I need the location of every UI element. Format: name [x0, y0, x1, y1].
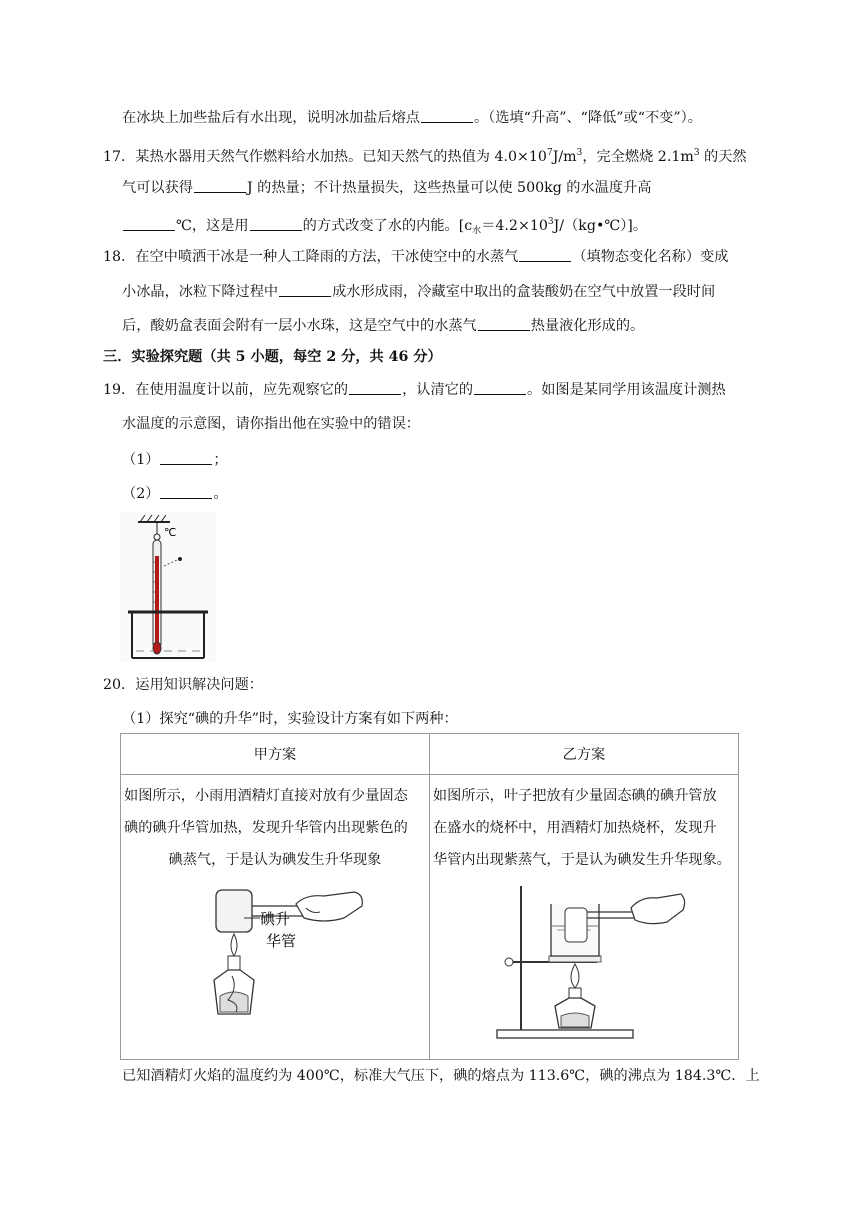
q17-exp: 3 — [693, 148, 700, 158]
scheme-yi-line: 在盛水的烧杯中，用酒精灯加热烧杯，发现升 — [432, 820, 717, 836]
q19-blank-1[interactable] — [349, 380, 401, 395]
q19-blank-4[interactable] — [160, 484, 212, 499]
q18-number: 18． — [103, 249, 136, 265]
q17-exp: 3 — [547, 217, 554, 227]
q17-text: ℃，这是用 — [176, 218, 249, 234]
q18-text: 后，酸奶盒表面会附有一层小水珠，这是空气中的水蒸气 — [122, 318, 477, 334]
scheme-header-jia: 甲方案 — [121, 734, 430, 775]
q20-number: 20． — [103, 677, 136, 693]
q18-text: 成水形成雨，冷藏室中取出的盒装酸奶在空气中放置一段时间 — [332, 284, 716, 300]
q18-line-3 — [122, 316, 644, 336]
q18-text: 小冰晶，冰粒下降过程中 — [122, 284, 279, 300]
q17-line-1 — [103, 143, 747, 167]
scheme-cell-yi — [429, 775, 738, 1060]
scheme-yi-line: 华管内出现紫蒸气，于是认为碘发生升华现象。 — [432, 852, 731, 868]
q17-text: 的方式改变了水的内能。[c — [302, 218, 473, 234]
q19-text: ，认清它的 — [402, 382, 474, 398]
scheme-table — [120, 733, 739, 1060]
q17-number: 17． — [103, 149, 136, 165]
q19-item-end: 。 — [213, 486, 228, 502]
q19-line-1 — [103, 380, 726, 400]
q17-blank-method[interactable] — [250, 216, 302, 231]
q17-blank-temp[interactable] — [123, 216, 175, 231]
q19-text: 水温度的示意图，请你指出他在实验中的错误： — [122, 416, 420, 432]
scheme-header-yi: 乙方案 — [429, 734, 738, 775]
scheme-text-jia — [122, 776, 428, 876]
beaker-setup-figure — [487, 882, 687, 1042]
q17-blank-heat[interactable] — [194, 178, 246, 193]
q17-exp: 3 — [576, 148, 583, 158]
q19-line-2 — [122, 414, 420, 434]
q17-line-3 — [122, 212, 647, 241]
q17-text: J/m — [552, 149, 577, 165]
scheme-jia-line: 如图所示，小雨用酒精灯直接对放有少量固态 — [124, 788, 408, 804]
thermometer-unit: ℃ — [164, 526, 177, 539]
q16-text-a: 在冰块上加些盐后有水出现，说明冰加盐后熔点 — [122, 110, 420, 126]
q17-text: J/（kg•℃）]。 — [553, 218, 648, 234]
q17-text: 气可以获得 — [122, 180, 193, 196]
q18-text: 在空中喷洒干冰是一种人工降雨的方法，干冰使空中的水蒸气 — [135, 249, 519, 265]
q17-text: J 的热量；不计热量损失，这些热量可以使 500kg 的水温度升高 — [246, 180, 652, 196]
q17-text: 某热水器用天然气作燃料给水加热。已知天然气的热值为 4.0×10 — [135, 149, 547, 165]
q19-text: 。如图是某同学用该温度计测热 — [527, 382, 726, 398]
q19-blank-3[interactable] — [160, 450, 212, 465]
q20-bottom-line: 已知酒精灯火焰的温度约为 400℃，标准大气压下，碘的熔点为 113.6℃，碘的沸点为 184.3℃．上 — [122, 1068, 760, 1084]
q17-exp: 7 — [546, 148, 553, 158]
tube-label-2: 华管 — [266, 932, 297, 950]
q18-blank-1[interactable] — [519, 247, 571, 262]
iodine-tube-figure — [194, 884, 374, 1044]
q19-item-label: （2） — [122, 486, 160, 502]
q18-line-2 — [122, 282, 715, 302]
q18-line-1 — [103, 247, 728, 267]
q19-item-1 — [122, 450, 228, 470]
q19-text: 在使用温度计以前，应先观察它的 — [135, 382, 349, 398]
q17-line-2 — [122, 178, 651, 198]
q18-blank-2[interactable] — [279, 282, 331, 297]
q18-text: 热量液化形成的。 — [530, 318, 645, 334]
q20-sub-1: （1）探究“碘的升华”时，实验设计方案有如下两种： — [122, 711, 458, 727]
q20-line-1 — [103, 675, 263, 695]
q19-item-end: ； — [213, 452, 228, 468]
q17-text: ＝4.2×10 — [481, 218, 548, 234]
q16-continuation — [122, 108, 702, 128]
q17-text: ，完全燃烧 2.1m — [582, 149, 694, 165]
scheme-text-yi — [431, 776, 737, 876]
q18-text: （填物态变化名称）变成 — [572, 249, 729, 265]
q19-blank-2[interactable] — [474, 380, 526, 395]
q18-blank-3[interactable] — [478, 316, 530, 331]
q19-item-label: （1） — [122, 452, 160, 468]
scheme-cell-jia — [121, 775, 430, 1060]
scheme-jia-line: 碘的碘升华管加热，发现升华管内出现紫色的 — [124, 820, 408, 836]
q16-text-b: 。（选填“升高”、“降低”或“不变”）。 — [473, 110, 702, 126]
q17-text: 的天然 — [699, 149, 747, 165]
section-heading: 三．实验探究题（共 5 小题，每空 2 分，共 46 分） — [103, 349, 442, 365]
tube-label-1: 碘升 — [260, 910, 291, 928]
q19-item-2 — [122, 484, 228, 504]
scheme-jia-line: 碘蒸气，于是认为碘发生升华现象 — [168, 852, 382, 868]
q16-blank[interactable] — [421, 108, 473, 123]
q20-title: 运用知识解决问题： — [135, 677, 263, 693]
q17-sub: 水 — [472, 226, 482, 236]
thermometer-figure — [120, 512, 216, 662]
scheme-yi-line: 如图所示，叶子把放有少量固态碘的碘升管放 — [432, 788, 717, 804]
q19-number: 19． — [103, 382, 136, 398]
